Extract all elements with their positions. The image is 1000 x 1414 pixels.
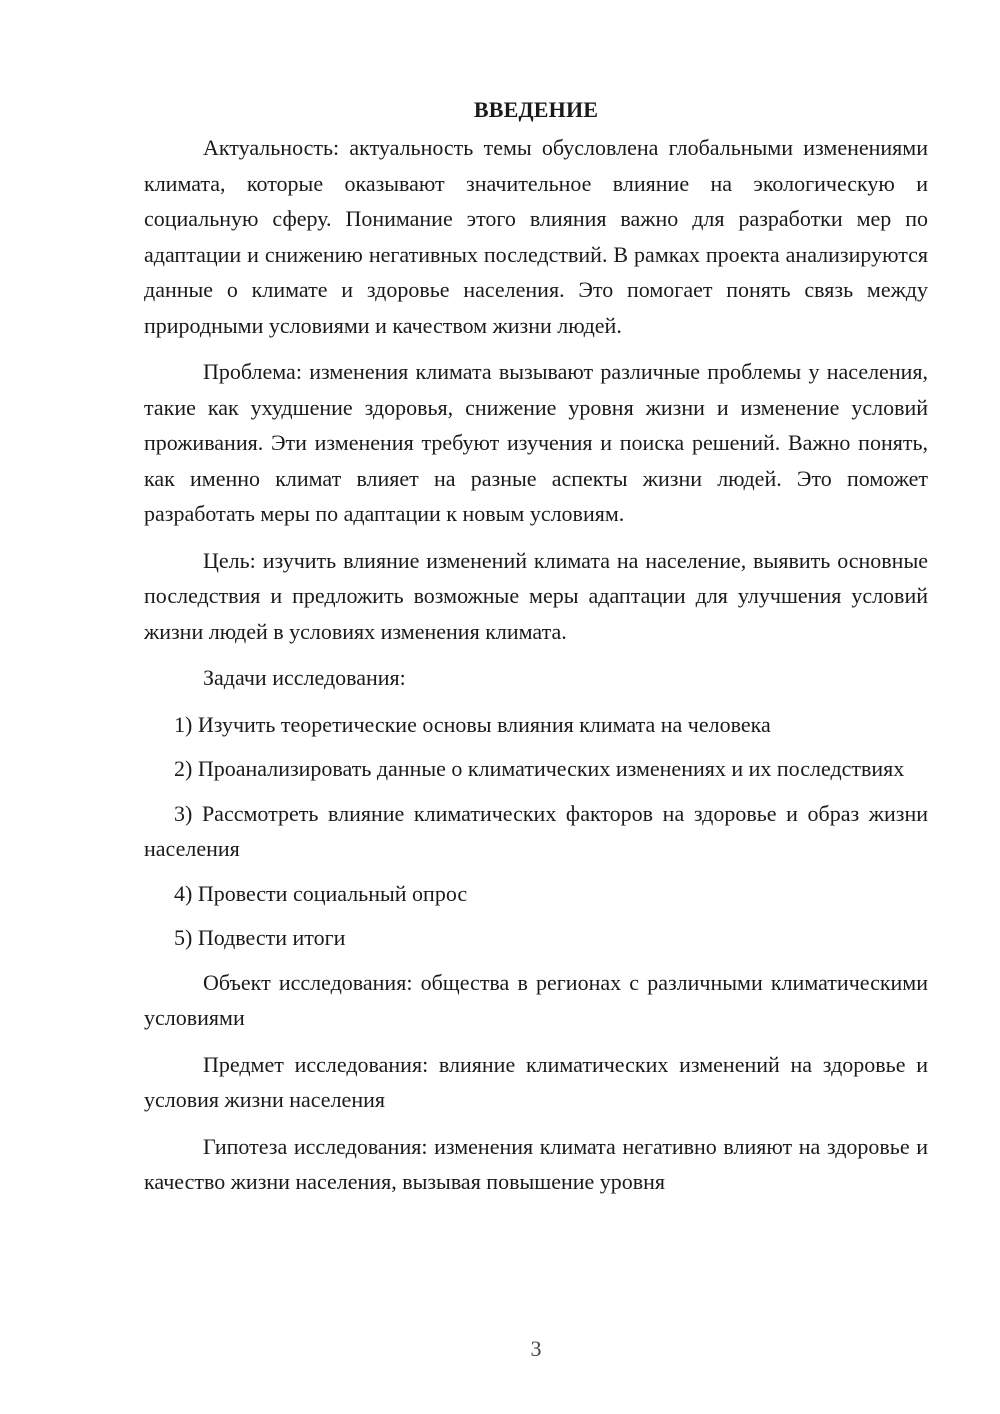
problem-paragraph: Проблема: изменения климата вызывают различные проблемы у населения, такие как ухудшение здоровья, снижение уровня жизни и изменение условий проживания. Эти изменения требуют изучения и поиска решений. Важно понять, как именно климат влияет на разные аспекты жизни людей. Это поможет разработать меры по адаптации к новым условиям. — [144, 359, 928, 526]
hypothesis-paragraph: Гипотеза исследования: изменения климата негативно влияют на здоровье и качество жизни населения, вызывая повышение уровня — [144, 1133, 928, 1194]
section-heading: ВВЕДЕНИЕ — [473, 97, 599, 122]
task-item-3: 3) Рассмотреть влияние климатических факторов на здоровье и образ жизни населения — [144, 800, 928, 861]
subject-paragraph: Предмет исследования: влияние климатических изменений на здоровье и условия жизни населения — [144, 1051, 928, 1112]
document-page — [144, 92, 928, 1211]
task-item-1: 1) Изучить теоретические основы влияния климата на человека — [174, 711, 771, 737]
goal-paragraph: Цель: изучить влияние изменений климата на население, выявить основные последствия и предложить возможные меры адаптации для улучшения условий жизни людей в условиях изменения климата. — [144, 547, 928, 644]
object-paragraph: Объект исследования: общества в регионах с различными климатическими условиями — [144, 969, 928, 1030]
task-item-2: 2) Проанализировать данные о климатических изменениях и их последствиях — [174, 756, 905, 781]
tasks-heading: Задачи исследования: — [203, 665, 406, 690]
page-number: 3 — [530, 1336, 542, 1361]
task-item-4: 4) Провести социальный опрос — [174, 880, 468, 906]
relevance-paragraph: Актуальность: актуальность темы обусловлена глобальными изменениями климата, которые оказывают значительное влияние на экологическую и социальную сферу. Понимание этого влияния важно для разработки мер по адаптации и снижению негативных последствий. В рамках проекта анализируются данные о климате и здоровье населения. Это помогает понять связь между природными условиями и качеством жизни людей. — [144, 135, 928, 338]
task-item-5: 5) Подвести итоги — [174, 925, 346, 950]
